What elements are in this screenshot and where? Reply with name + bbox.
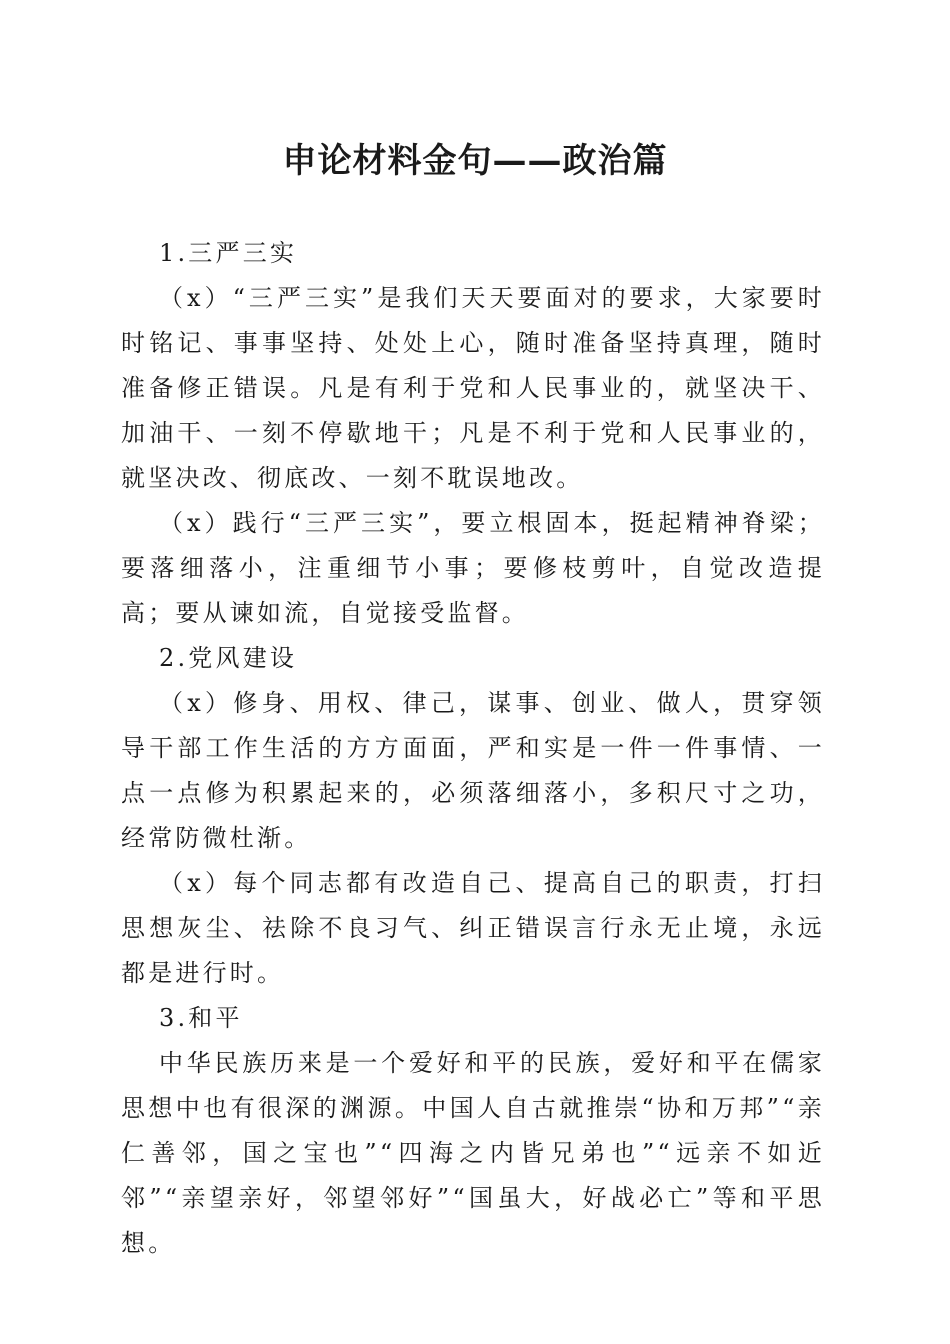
paragraph: 中华民族历来是一个爱好和平的民族，爱好和平在儒家思想中也有很深的渊源。中国人自古就推崇“协和万邦”“亲仁善邻，国之宝也”“四海之内皆兄弟也”“远亲不如近邻”“亲望亲好，邻望邻好”“国虽大，好战必亡”等和平思想。 [121,1049,825,1257]
section-heading: 2.党风建设 [159,644,298,672]
section-heading: 3.和平 [159,1004,243,1032]
paragraph: （x）修身、用权、律己，谋事、创业、做人，贯穿领导干部工作生活的方方面面，严和实是一件一件事情、一点一点修为积累起来的，必须落细落小，多积尺寸之功，经常防微杜渐。 [121,689,825,852]
paragraph: （x）践行“三严三实”，要立根固本，挺起精神脊梁；要落细落小，注重细节小事；要修枝剪叶，自觉改造提高；要从谏如流，自觉接受监督。 [121,509,825,627]
paragraph: （x）“三严三实”是我们天天要面对的要求，大家要时时铭记、事事坚持、处处上心，随时准备坚持真理，随时准备修正错误。凡是有利于党和人民事业的，就坚决干、加油干、一刻不停歇地干；凡是不利于党和人民事业的，就坚决改、彻底改、一刻不耽误地改。 [121,284,825,492]
section-heading: 1.三严三实 [159,239,298,267]
document-body [121,231,825,1266]
paragraph: （x）每个同志都有改造自己、提高自己的职责，打扫思想灰尘、祛除不良习气、纠正错误言行永无止境，永远都是进行时。 [121,869,825,987]
document-title: 申论材料金句——政治篇 [282,141,668,181]
